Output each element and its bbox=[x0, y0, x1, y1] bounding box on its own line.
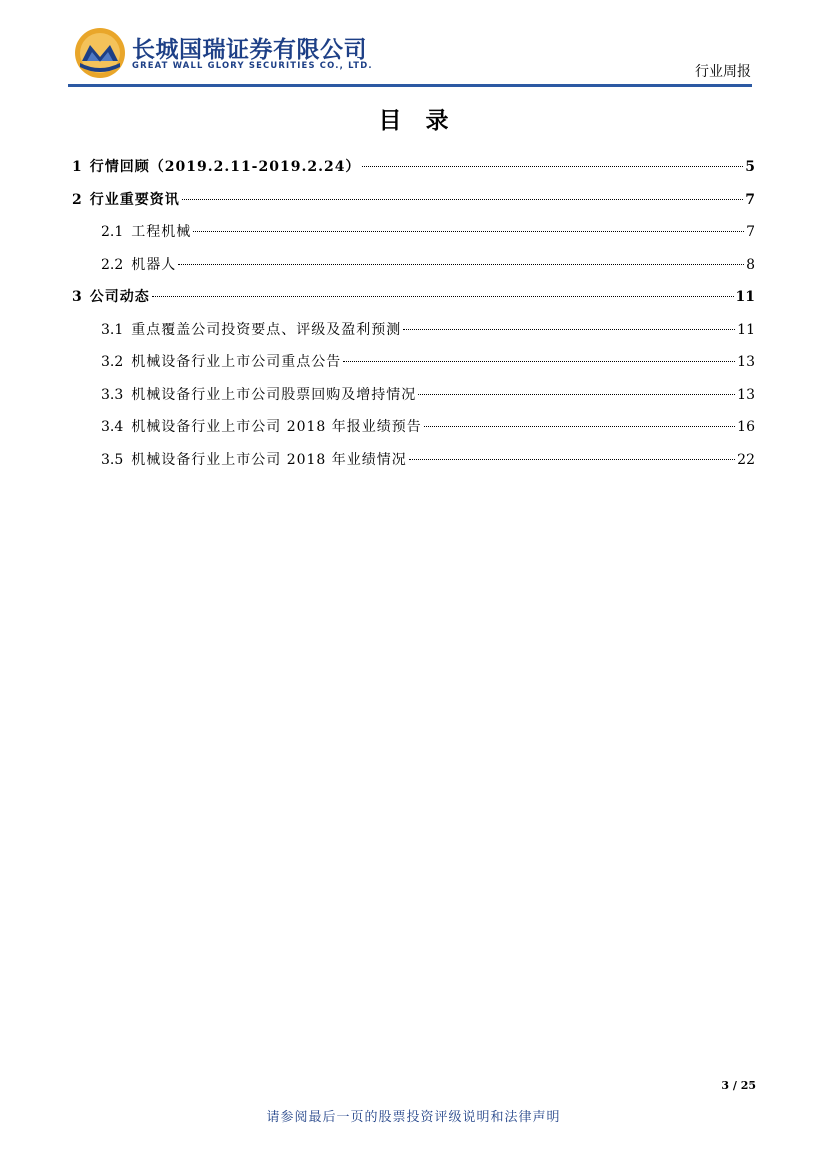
toc-entry[interactable] bbox=[72, 286, 755, 319]
toc-entry-label: 机器人 bbox=[131, 256, 177, 273]
toc-entry-number: 2.2 bbox=[101, 256, 124, 273]
toc-entry-number: 3 bbox=[72, 289, 82, 305]
toc-entry-label: 机械设备行业上市公司股票回购及增持情况 bbox=[131, 386, 417, 403]
table-of-contents bbox=[72, 156, 755, 481]
toc-leader-dots bbox=[424, 426, 735, 427]
toc-entry[interactable] bbox=[72, 221, 755, 254]
toc-entry-page: 22 bbox=[737, 451, 755, 468]
toc-entry-page: 13 bbox=[737, 386, 755, 403]
toc-entry[interactable] bbox=[72, 254, 755, 287]
report-type-label: 行业周报 bbox=[695, 64, 751, 80]
toc-entry-page: 11 bbox=[735, 289, 755, 305]
toc-entry-number: 3.2 bbox=[101, 354, 124, 370]
toc-entry-page: 8 bbox=[746, 256, 755, 273]
toc-entry-number: 1 bbox=[72, 159, 82, 175]
toc-leader-dots bbox=[152, 296, 734, 297]
toc-entry-label: 机械设备行业上市公司重点公告 bbox=[131, 354, 342, 370]
toc-entry[interactable] bbox=[72, 189, 755, 222]
toc-entry-number: 2 bbox=[72, 191, 82, 208]
toc-entry[interactable] bbox=[72, 449, 755, 482]
toc-leader-dots bbox=[403, 329, 735, 330]
company-name-cn: 长城国瑞证券有限公司 bbox=[132, 37, 367, 63]
footer-disclaimer: 请参阅最后一页的股票投资评级说明和法律声明 bbox=[266, 1110, 561, 1125]
toc-entry-page: 13 bbox=[737, 354, 755, 370]
toc-entry-label: 机械设备行业上市公司 2018 年报业绩预告 bbox=[131, 419, 422, 435]
toc-entry-page: 7 bbox=[745, 191, 755, 208]
toc-entry-label: 行业重要资讯 bbox=[89, 191, 180, 208]
toc-entry-label: 重点覆盖公司投资要点、评级及盈利预测 bbox=[131, 321, 402, 338]
toc-leader-dots bbox=[418, 394, 735, 395]
toc-entry-number: 3.3 bbox=[101, 386, 124, 403]
toc-leader-dots bbox=[178, 264, 744, 265]
toc-title: 目录 bbox=[378, 108, 473, 134]
toc-entry-label: 机械设备行业上市公司 2018 年业绩情况 bbox=[131, 451, 407, 468]
toc-leader-dots bbox=[343, 361, 735, 362]
toc-entry-page: 16 bbox=[737, 419, 755, 435]
toc-entry-page: 11 bbox=[737, 321, 755, 338]
company-logo-icon bbox=[74, 27, 126, 79]
toc-entry[interactable] bbox=[72, 384, 755, 417]
toc-entry[interactable] bbox=[72, 351, 755, 384]
toc-entry-number: 2.1 bbox=[101, 224, 124, 240]
toc-leader-dots bbox=[362, 166, 743, 167]
toc-entry[interactable] bbox=[72, 319, 755, 352]
toc-entry-number: 3.1 bbox=[101, 321, 124, 338]
header-divider bbox=[68, 84, 752, 87]
toc-entry-label: 行情回顾（2019.2.11-2019.2.24） bbox=[89, 159, 361, 175]
toc-leader-dots bbox=[182, 199, 744, 200]
page-indicator: 3 / 25 bbox=[721, 1079, 756, 1092]
toc-entry-number: 3.5 bbox=[101, 451, 124, 468]
toc-entry[interactable] bbox=[72, 416, 755, 449]
toc-leader-dots bbox=[193, 231, 744, 232]
toc-entry-label: 工程机械 bbox=[131, 224, 192, 240]
toc-entry-page: 7 bbox=[746, 224, 755, 240]
toc-entry-page: 5 bbox=[745, 159, 755, 175]
company-name-en: GREAT WALL GLORY SECURITIES CO., LTD. bbox=[132, 60, 373, 70]
page-header bbox=[0, 0, 827, 90]
toc-entry-label: 公司动态 bbox=[89, 289, 150, 305]
toc-entry-number: 3.4 bbox=[101, 419, 124, 435]
toc-leader-dots bbox=[409, 459, 735, 460]
toc-entry[interactable] bbox=[72, 156, 755, 189]
